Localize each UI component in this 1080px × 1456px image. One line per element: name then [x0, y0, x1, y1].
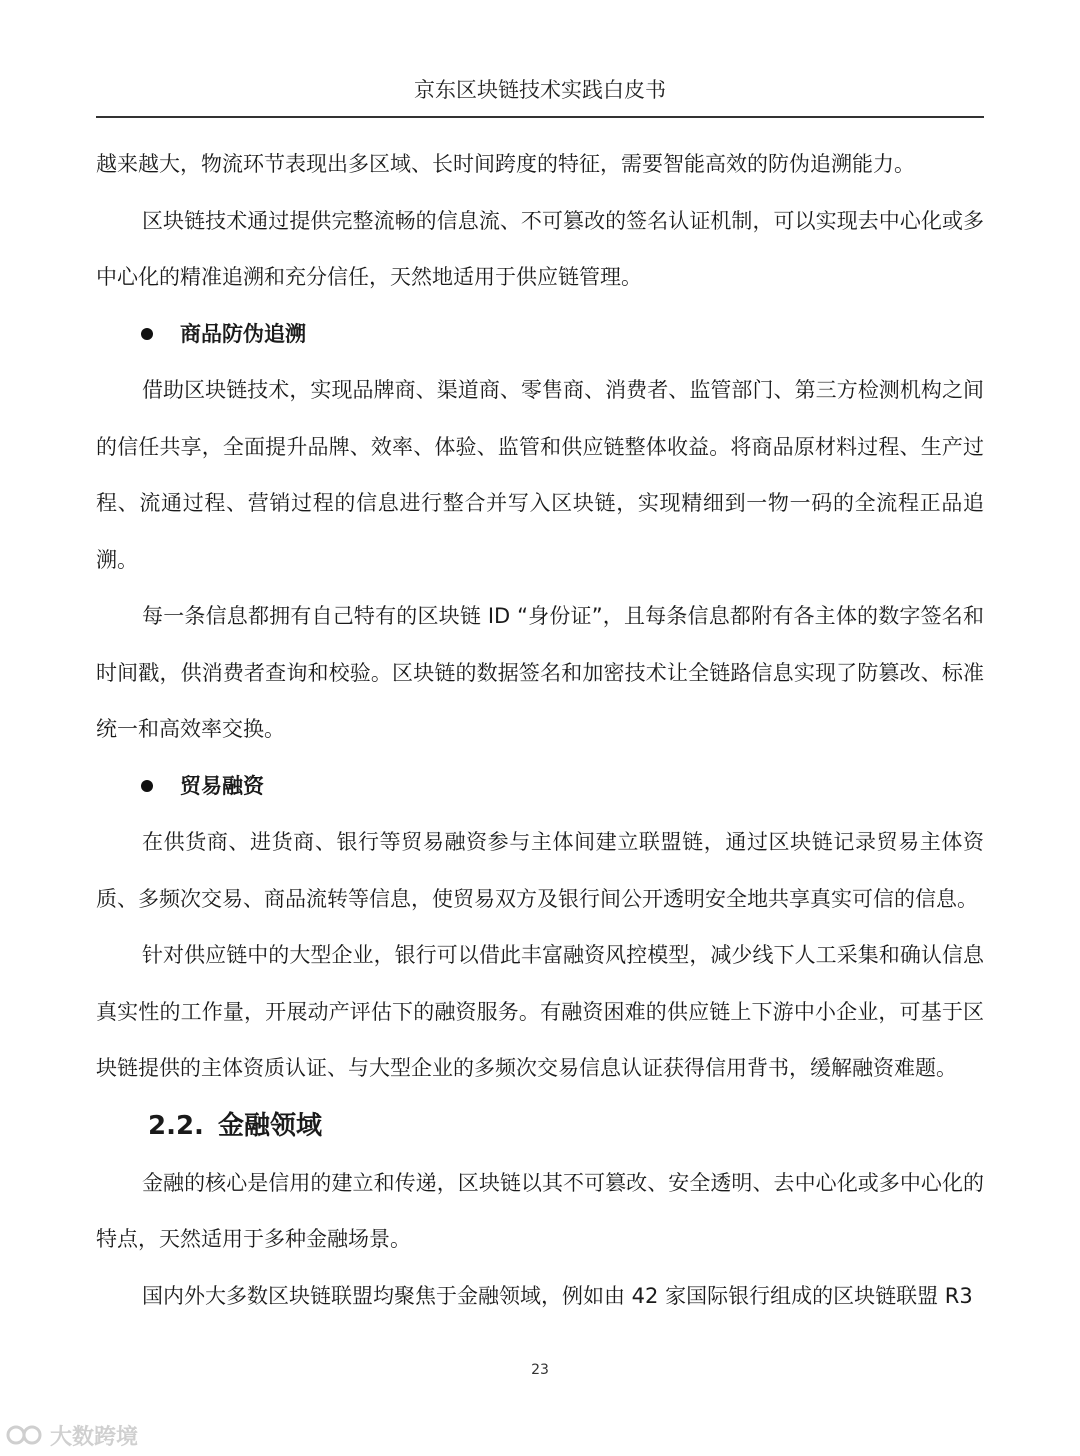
paragraph: 金融的核心是信用的建立和传递，区块链以其不可篡改、安全透明、去中心化或多中心化的特点，天然适用于多种金融场景。 [96, 1170, 984, 1251]
page-body [96, 136, 984, 1324]
section-title: 金融领域 [217, 1110, 322, 1141]
paragraph: 区块链技术通过提供完整流畅的信息流、不可篡改的签名认证机制，可以实现去中心化或多中心化的精准追溯和充分信任，天然地适用于供应链管理。 [96, 208, 984, 289]
watermark-text: 大数跨境 [50, 1424, 139, 1450]
bullet-heading-label: 贸易融资 [180, 773, 264, 798]
paragraph: 借助区块链技术，实现品牌商、渠道商、零售商、消费者、监管部门、第三方检测机构之间的信任共享，全面提升品牌、效率、体验、监管和供应链整体收益。将商品原材料过程、生产过程、流通过程、营销过程的信息进行整合并写入区块链，实现精细到一物一码的全流程正品追溯。 [96, 378, 984, 572]
paragraph: 国内外大多数区块链联盟均聚焦于金融领域，例如由 42 家国际银行组成的区块链联盟 R3 [142, 1283, 973, 1308]
page-number: 23 [531, 1362, 549, 1378]
paragraph: 针对供应链中的大型企业，银行可以借此丰富融资风控模型，减少线下人工采集和确认信息真实性的工作量，开展动产评估下的融资服务。有融资困难的供应链上下游中小企业，可基于区块链提供的主体资质认证、与大型企业的多频次交易信息认证获得信用背书，缓解融资难题。 [96, 943, 984, 1080]
section-heading [96, 1097, 984, 1155]
page-header [96, 70, 984, 114]
document-title: 京东区块链技术实践白皮书 [414, 78, 666, 102]
paragraph: 越来越大，物流环节表现出多区域、长时间跨度的特征，需要智能高效的防伪追溯能力。 [96, 152, 915, 176]
bullet-dot-icon [141, 780, 153, 792]
header-rule [96, 116, 984, 118]
bullet-dot-icon [141, 328, 153, 340]
bullet-heading [96, 758, 984, 815]
bullet-heading-label: 商品防伪追溯 [180, 321, 306, 346]
watermark-logo-icon [6, 1423, 46, 1447]
section-number: 2.2. [148, 1110, 204, 1141]
watermark [6, 1420, 138, 1450]
bullet-heading [96, 306, 984, 363]
paragraph: 每一条信息都拥有自己特有的区块链 ID “身份证”，且每条信息都附有各主体的数字签名和时间戳，供消费者查询和校验。区块链的数据签名和加密技术让全链路信息实现了防篡改、标准统一和高效率交换。 [96, 604, 984, 741]
paragraph: 在供货商、进货商、银行等贸易融资参与主体间建立联盟链，通过区块链记录贸易主体资质、多频次交易、商品流转等信息，使贸易双方及银行间公开透明安全地共享真实可信的信息。 [96, 830, 984, 911]
